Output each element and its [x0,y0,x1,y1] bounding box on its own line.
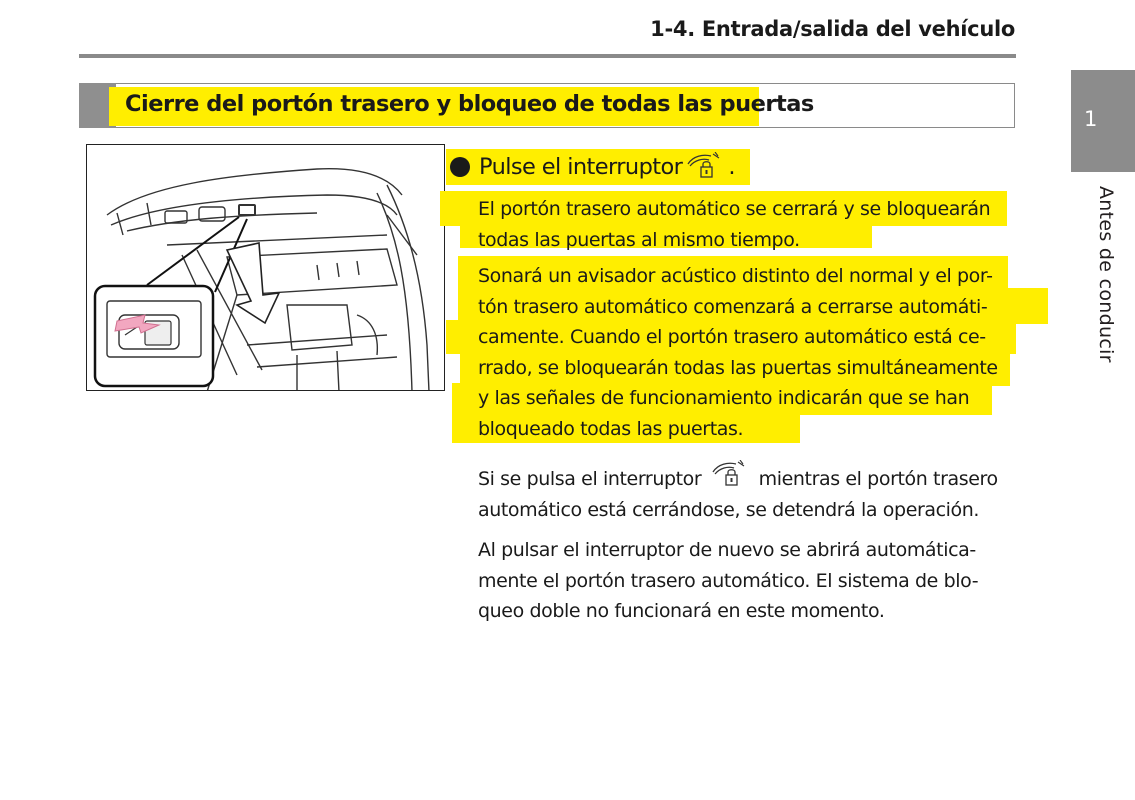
p4-line: Al pulsar el interruptor de nuevo se abrirá automática- [478,539,976,561]
p2-line: Sonará un avisador acústico distinto del normal y el por- [478,265,993,287]
tailgate-lock-switch-icon [710,460,750,490]
page-header-title: 1-4. Entrada/salida del vehículo [650,17,1015,41]
instruction-bullet [450,151,735,183]
p3-line: automático está cerrándose, se detendrá la operación. [478,498,980,521]
bullet-text: Pulse el interruptor [479,154,683,180]
chapter-number: 1 [1084,107,1098,131]
p2-line: camente. Cuando el portón trasero automático está ce- [478,326,986,348]
p1-line: todas las puertas al mismo tiempo. [478,228,800,251]
header-rule [79,54,1016,58]
p4-line: queo doble no funcionará en este momento. [478,600,885,622]
p3-text-before: Si se pulsa el interruptor [478,468,702,490]
bullet-dot [450,157,470,177]
p1-line: El portón trasero automático se cerrará y se bloquearán [478,198,991,220]
p2-line: y las señales de funcionamiento indicarán que se han [478,387,970,409]
paragraph-1 [478,194,990,255]
tailgate-illustration [86,144,445,391]
tailgate-drawing [87,145,445,391]
p3-line [478,464,998,495]
paragraph-4 [478,535,978,627]
chapter-tab [1071,70,1135,172]
tailgate-lock-switch-icon [685,152,725,182]
p3-text-after: mientras el portón trasero [758,468,998,490]
bullet-text-period: . [728,154,735,180]
p2-line: rrado, se bloquearán todas las puertas simultáneamente [478,356,998,379]
paragraph-3 [478,464,998,525]
chapter-label: Antes de conducir [1095,186,1117,363]
section-title: Cierre del portón trasero y bloqueo de todas las puertas [125,91,814,117]
p2-line: bloqueado todas las puertas. [478,417,744,440]
paragraph-2 [478,261,998,444]
p4-line: mente el portón trasero automático. El sistema de blo- [478,569,979,592]
p2-line: tón trasero automático comenzará a cerrarse automáti- [478,295,988,318]
